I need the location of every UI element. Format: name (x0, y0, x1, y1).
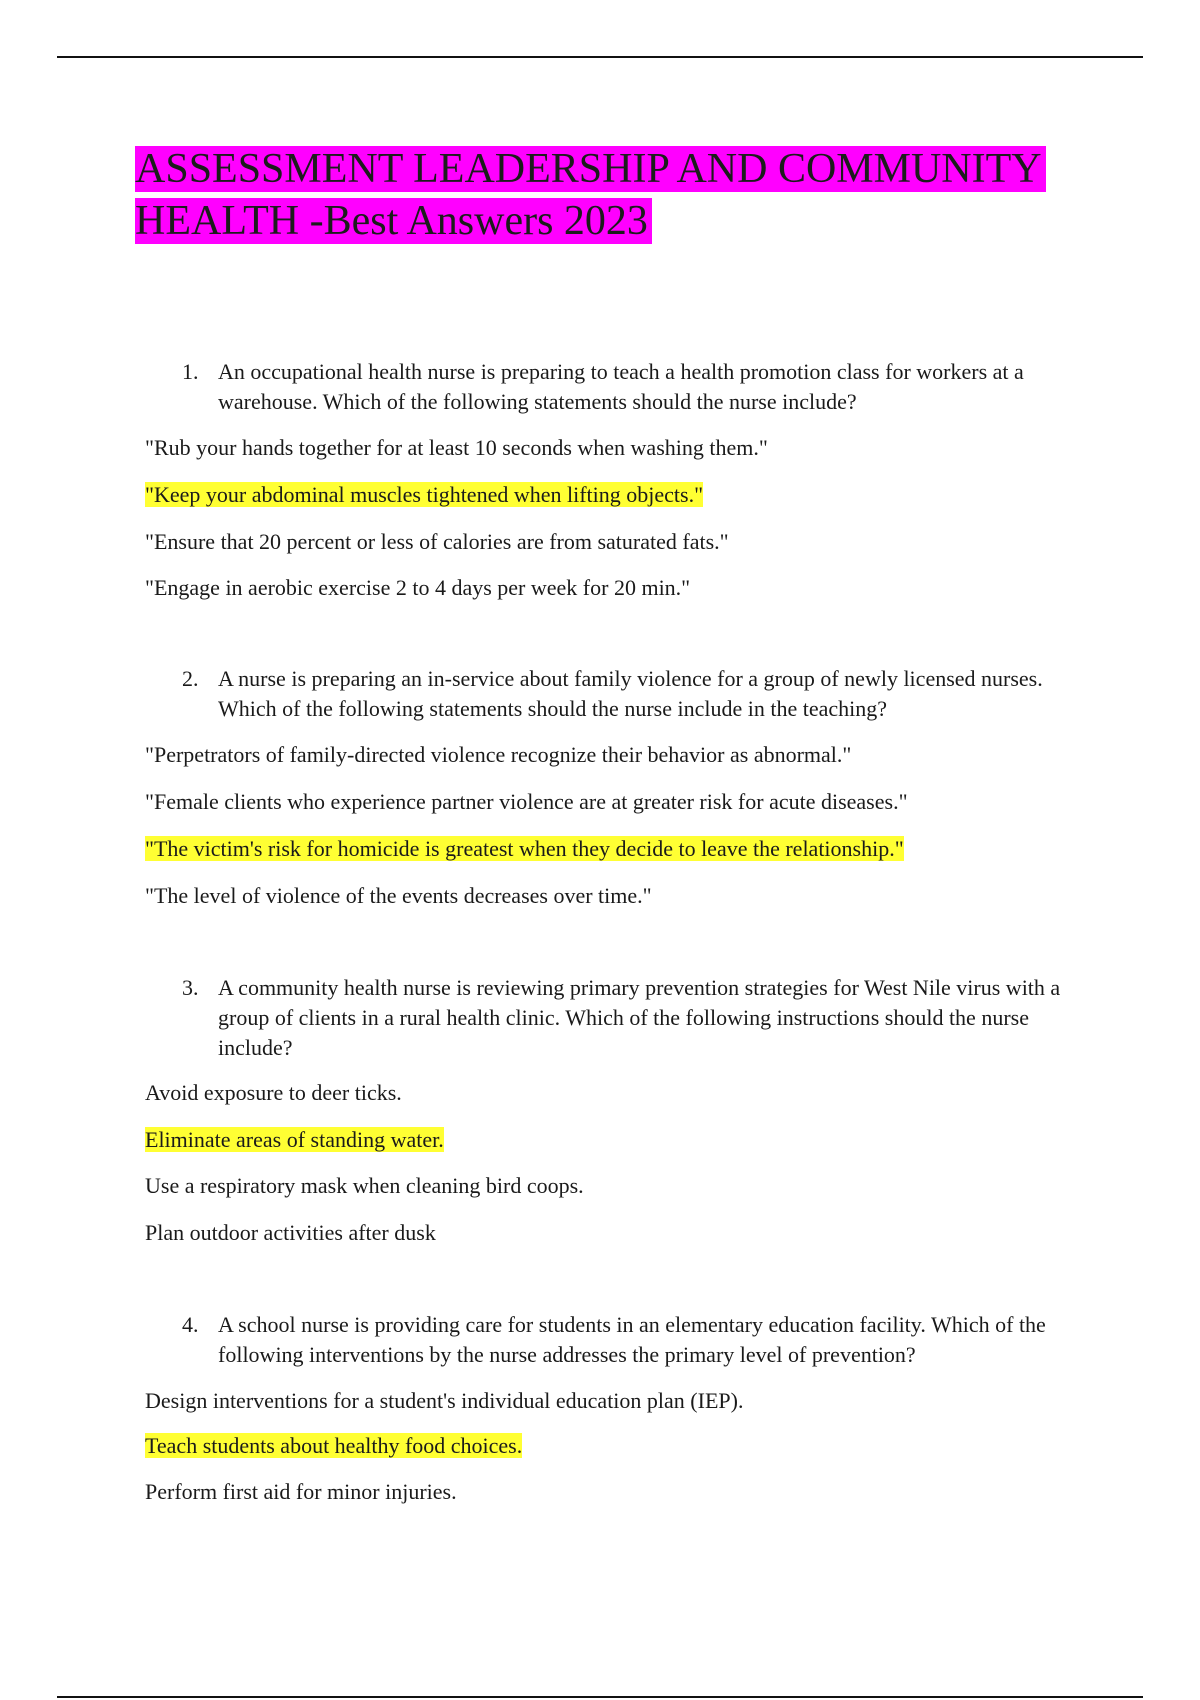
question-2-option-1 (145, 740, 1145, 770)
question-3-option-1 (145, 1078, 1145, 1108)
question-1-stem (182, 357, 1087, 417)
question-text: An occupational health nurse is preparing to teach a health promotion class for workers at a warehouse. Which of the following statements should the nurse include? (218, 359, 1024, 414)
option-text: "Perpetrators of family-directed violence recognize their behavior as abnormal." (145, 742, 852, 767)
question-3-option-3 (145, 1171, 1145, 1201)
option-text: "Female clients who experience partner violence are at greater risk for acute diseases." (145, 789, 908, 814)
question-number: 1. (182, 359, 199, 384)
document-title (135, 143, 1125, 247)
question-number: 4. (182, 1312, 199, 1337)
question-1-option-1 (145, 433, 1145, 463)
option-text-highlighted: "The victim's risk for homicide is greatest when they decide to leave the relationship." (145, 836, 904, 861)
question-2-stem (182, 664, 1087, 724)
option-text: Perform first aid for minor injuries. (145, 1479, 457, 1504)
option-text: Design interventions for a student's individual education plan (IEP). (145, 1388, 744, 1413)
option-text-highlighted: Eliminate areas of standing water. (145, 1127, 444, 1152)
option-text: Use a respiratory mask when cleaning bird coops. (145, 1173, 584, 1198)
top-rule (57, 56, 1143, 58)
question-text: A school nurse is providing care for students in an elementary education facility. Which of the following interventions by the nurse addresses the primary level of prevention? (218, 1312, 1046, 1367)
question-1-option-4 (145, 573, 1145, 603)
question-number: 3. (182, 975, 199, 1000)
title-line-1: ASSESSMENT LEADERSHIP AND COMMUNITY (135, 146, 1046, 192)
question-3-stem (182, 973, 1087, 1063)
question-2-option-2 (145, 787, 1145, 817)
question-2-option-4 (145, 881, 1145, 911)
option-text-highlighted: "Keep your abdominal muscles tightened when lifting objects." (145, 482, 704, 507)
option-text: "Ensure that 20 percent or less of calories are from saturated fats." (145, 529, 729, 554)
option-text: "Rub your hands together for at least 10 seconds when washing them." (145, 435, 768, 460)
question-2-option-3-correct (145, 834, 1145, 864)
question-3-option-2-correct (145, 1125, 1145, 1155)
question-text: A community health nurse is reviewing primary prevention strategies for West Nile virus with a group of clients in a rural health clinic. Which of the following instructions should the nurse include? (218, 975, 1061, 1060)
question-4-option-3 (145, 1477, 1145, 1507)
option-text: "The level of violence of the events decreases over time." (145, 883, 652, 908)
question-4-option-2-correct (145, 1431, 1145, 1461)
option-text: "Engage in aerobic exercise 2 to 4 days per week for 20 min." (145, 575, 691, 600)
question-number: 2. (182, 666, 199, 691)
bottom-rule (57, 1696, 1143, 1698)
title-line-2: HEALTH -Best Answers 2023 (135, 198, 652, 244)
option-text: Avoid exposure to deer ticks. (145, 1080, 402, 1105)
option-text-highlighted: Teach students about healthy food choices. (145, 1433, 523, 1458)
question-4-option-1 (145, 1386, 1145, 1416)
question-1-option-2-correct (145, 480, 1145, 510)
question-1-option-3 (145, 527, 1145, 557)
option-text: Plan outdoor activities after dusk (145, 1220, 436, 1245)
question-3-option-4 (145, 1218, 1145, 1248)
question-4-stem (182, 1310, 1087, 1370)
question-text: A nurse is preparing an in-service about family violence for a group of newly licensed nurses. Which of the following statements should the nurse include in the teaching? (218, 666, 1043, 721)
